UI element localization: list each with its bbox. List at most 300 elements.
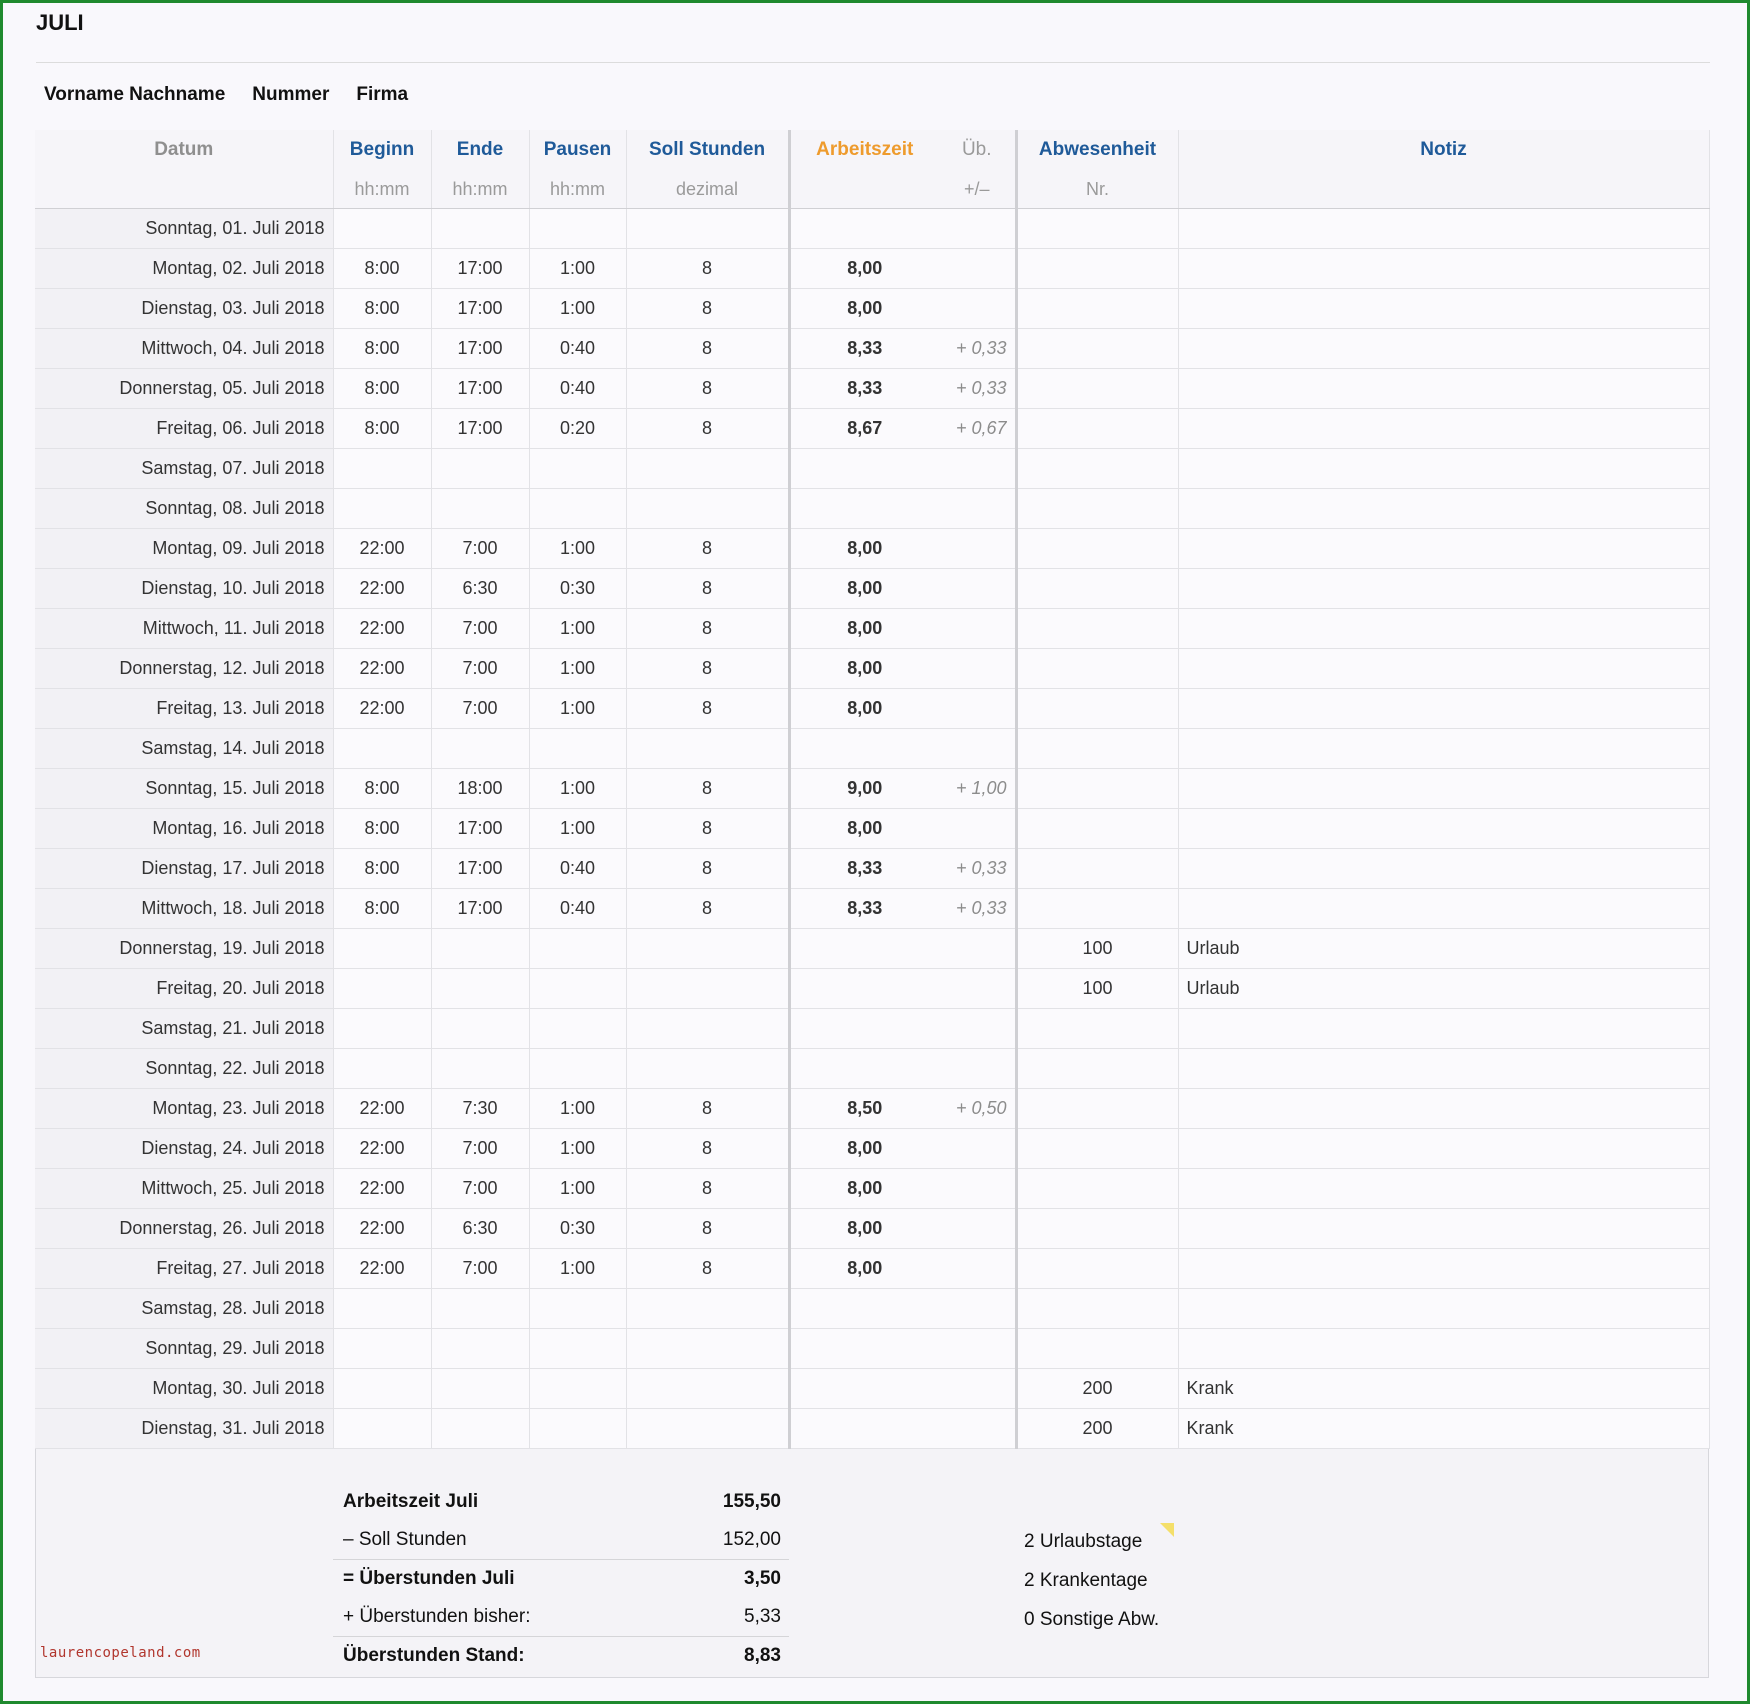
row-abwesenheit: [1016, 609, 1178, 649]
row-abwesenheit: [1016, 329, 1178, 369]
row-abwesenheit: [1016, 889, 1178, 929]
row-pause: [529, 929, 626, 969]
row-soll: [626, 1049, 789, 1089]
row-soll: 8: [626, 249, 789, 289]
row-pause: 1:00: [529, 289, 626, 329]
summary-ueberstunden-label: = Überstunden Juli: [343, 1568, 515, 1589]
row-pause: [529, 1289, 626, 1329]
row-ende: 18:00: [431, 769, 529, 809]
row-pause: 1:00: [529, 1089, 626, 1129]
summary-bisher-label: + Überstunden bisher:: [343, 1606, 531, 1627]
row-soll: 8: [626, 889, 789, 929]
table-row: [35, 569, 1709, 609]
header-datum-sub: [35, 170, 333, 209]
header-pausen: Pausen: [529, 130, 626, 170]
header-soll-unit: dezimal: [626, 170, 789, 209]
row-beginn: [333, 729, 431, 769]
row-pause: 1:00: [529, 1169, 626, 1209]
table-row: [35, 1049, 1709, 1089]
row-pause: 0:40: [529, 849, 626, 889]
header-abwesenheit: Abwesenheit: [1016, 130, 1178, 170]
row-arbeitszeit: [789, 1409, 939, 1449]
row-ueberstunden: [939, 449, 1016, 489]
header-notiz: Notiz: [1178, 130, 1709, 170]
header-ende: Ende: [431, 130, 529, 170]
row-notiz: [1178, 769, 1709, 809]
row-beginn: 22:00: [333, 1249, 431, 1289]
comment-marker-icon: [1160, 1523, 1174, 1537]
summary-block: [333, 1483, 789, 1675]
row-arbeitszeit: 8,33: [789, 849, 939, 889]
row-arbeitszeit: 8,00: [789, 1169, 939, 1209]
row-pause: 1:00: [529, 809, 626, 849]
row-notiz: [1178, 1289, 1709, 1329]
row-beginn: 22:00: [333, 609, 431, 649]
row-soll: [626, 489, 789, 529]
row-pause: [529, 489, 626, 529]
row-pause: [529, 209, 626, 249]
row-arbeitszeit: 8,67: [789, 409, 939, 449]
row-soll: [626, 1369, 789, 1409]
row-beginn: [333, 969, 431, 1009]
row-datum: Sonntag, 15. Juli 2018: [35, 769, 333, 809]
row-abwesenheit: [1016, 249, 1178, 289]
row-arbeitszeit: [789, 1009, 939, 1049]
absence-summary: [1024, 1522, 1159, 1639]
summary-ueberstunden-value: 3,50: [744, 1568, 781, 1589]
row-beginn: [333, 1409, 431, 1449]
row-ende: [431, 1009, 529, 1049]
row-datum: Montag, 02. Juli 2018: [35, 249, 333, 289]
row-arbeitszeit: 8,00: [789, 289, 939, 329]
row-soll: [626, 209, 789, 249]
timesheet-table: [35, 130, 1710, 1449]
row-soll: 8: [626, 329, 789, 369]
row-soll: [626, 929, 789, 969]
employee-meta: [44, 84, 408, 106]
row-notiz: Krank: [1178, 1369, 1709, 1409]
row-ende: [431, 489, 529, 529]
table-row: [35, 1329, 1709, 1369]
table-row: [35, 1289, 1709, 1329]
row-datum: Sonntag, 01. Juli 2018: [35, 209, 333, 249]
row-pause: [529, 1409, 626, 1449]
row-abwesenheit: [1016, 489, 1178, 529]
row-ueberstunden: + 0,50: [939, 1089, 1016, 1129]
row-ueberstunden: + 1,00: [939, 769, 1016, 809]
row-notiz: [1178, 449, 1709, 489]
row-notiz: [1178, 1209, 1709, 1249]
row-pause: [529, 449, 626, 489]
row-notiz: [1178, 1049, 1709, 1089]
table-row: [35, 929, 1709, 969]
row-arbeitszeit: [789, 209, 939, 249]
row-ende: 7:30: [431, 1089, 529, 1129]
header-arbeitszeit: Arbeitszeit: [789, 130, 939, 170]
row-beginn: 22:00: [333, 649, 431, 689]
row-soll: 8: [626, 289, 789, 329]
row-abwesenheit: [1016, 689, 1178, 729]
header-ende-unit: hh:mm: [431, 170, 529, 209]
row-soll: 8: [626, 369, 789, 409]
row-beginn: [333, 1049, 431, 1089]
header-arbeitszeit-unit: [789, 170, 939, 209]
header-ueb-unit: +/–: [939, 170, 1016, 209]
table-row: [35, 329, 1709, 369]
absence-urlaub: 2 Urlaubstage: [1024, 1531, 1143, 1552]
row-beginn: 8:00: [333, 329, 431, 369]
row-ueberstunden: [939, 289, 1016, 329]
header-abwesenheit-unit: Nr.: [1016, 170, 1178, 209]
table-row: [35, 289, 1709, 329]
row-soll: 8: [626, 769, 789, 809]
row-ende: [431, 929, 529, 969]
header-soll: Soll Stunden: [626, 130, 789, 170]
table-row: [35, 369, 1709, 409]
row-ueberstunden: [939, 249, 1016, 289]
row-arbeitszeit: 8,50: [789, 1089, 939, 1129]
table-row: [35, 249, 1709, 289]
table-row: [35, 1129, 1709, 1169]
row-pause: 0:40: [529, 369, 626, 409]
row-abwesenheit: [1016, 649, 1178, 689]
row-datum: Samstag, 14. Juli 2018: [35, 729, 333, 769]
row-soll: 8: [626, 1169, 789, 1209]
row-arbeitszeit: 8,33: [789, 889, 939, 929]
table-row: [35, 729, 1709, 769]
row-notiz: [1178, 889, 1709, 929]
row-datum: Freitag, 13. Juli 2018: [35, 689, 333, 729]
table-row: [35, 529, 1709, 569]
row-ueberstunden: [939, 729, 1016, 769]
page-title: JULI: [36, 10, 84, 35]
row-datum: Donnerstag, 05. Juli 2018: [35, 369, 333, 409]
row-pause: 1:00: [529, 689, 626, 729]
row-ueberstunden: [939, 1049, 1016, 1089]
header-beginn-unit: hh:mm: [333, 170, 431, 209]
row-pause: 0:30: [529, 569, 626, 609]
employee-number: Nummer: [252, 84, 330, 105]
row-soll: [626, 1009, 789, 1049]
summary-soll-value: 152,00: [722, 1529, 781, 1550]
row-arbeitszeit: 8,00: [789, 609, 939, 649]
row-datum: Freitag, 06. Juli 2018: [35, 409, 333, 449]
row-soll: 8: [626, 569, 789, 609]
row-arbeitszeit: 9,00: [789, 769, 939, 809]
row-ende: 17:00: [431, 889, 529, 929]
summary-arbeitszeit: [333, 1483, 789, 1521]
row-pause: 1:00: [529, 1249, 626, 1289]
row-notiz: [1178, 689, 1709, 729]
row-pause: [529, 1329, 626, 1369]
table-row: [35, 809, 1709, 849]
row-notiz: [1178, 209, 1709, 249]
row-arbeitszeit: 8,00: [789, 249, 939, 289]
row-soll: 8: [626, 1129, 789, 1169]
row-arbeitszeit: [789, 729, 939, 769]
row-arbeitszeit: [789, 1329, 939, 1369]
table-row: [35, 449, 1709, 489]
row-ende: 7:00: [431, 689, 529, 729]
row-ende: 7:00: [431, 1249, 529, 1289]
row-ueberstunden: [939, 809, 1016, 849]
table-row: [35, 1369, 1709, 1409]
row-beginn: 22:00: [333, 1089, 431, 1129]
row-notiz: [1178, 569, 1709, 609]
row-soll: [626, 1289, 789, 1329]
row-notiz: Urlaub: [1178, 929, 1709, 969]
row-notiz: [1178, 409, 1709, 449]
row-ueberstunden: [939, 1129, 1016, 1169]
row-ende: 7:00: [431, 1169, 529, 1209]
row-arbeitszeit: 8,33: [789, 369, 939, 409]
table-row: [35, 609, 1709, 649]
row-soll: [626, 1329, 789, 1369]
row-notiz: Urlaub: [1178, 969, 1709, 1009]
row-beginn: 22:00: [333, 569, 431, 609]
row-datum: Donnerstag, 26. Juli 2018: [35, 1209, 333, 1249]
row-ende: 17:00: [431, 369, 529, 409]
row-ueberstunden: + 0,67: [939, 409, 1016, 449]
row-notiz: [1178, 649, 1709, 689]
row-soll: 8: [626, 689, 789, 729]
row-arbeitszeit: [789, 929, 939, 969]
row-abwesenheit: [1016, 1329, 1178, 1369]
row-abwesenheit: [1016, 769, 1178, 809]
table-row: [35, 889, 1709, 929]
row-datum: Mittwoch, 04. Juli 2018: [35, 329, 333, 369]
row-ueberstunden: [939, 689, 1016, 729]
row-ende: [431, 1369, 529, 1409]
row-ende: 17:00: [431, 809, 529, 849]
row-ueberstunden: [939, 1289, 1016, 1329]
row-notiz: [1178, 1169, 1709, 1209]
title-divider: [36, 62, 1710, 63]
row-soll: 8: [626, 609, 789, 649]
row-pause: [529, 1049, 626, 1089]
row-ende: 6:30: [431, 1209, 529, 1249]
row-arbeitszeit: 8,00: [789, 529, 939, 569]
row-beginn: 22:00: [333, 529, 431, 569]
row-beginn: [333, 1009, 431, 1049]
row-pause: 0:30: [529, 1209, 626, 1249]
row-arbeitszeit: [789, 1369, 939, 1409]
row-ueberstunden: [939, 649, 1016, 689]
row-ueberstunden: + 0,33: [939, 849, 1016, 889]
row-notiz: [1178, 249, 1709, 289]
header-datum: Datum: [35, 130, 333, 170]
row-pause: [529, 1009, 626, 1049]
row-notiz: [1178, 849, 1709, 889]
row-beginn: [333, 489, 431, 529]
row-ende: 17:00: [431, 849, 529, 889]
row-arbeitszeit: 8,00: [789, 809, 939, 849]
table-row: [35, 1409, 1709, 1449]
row-ueberstunden: [939, 1169, 1016, 1209]
table-row: [35, 1089, 1709, 1129]
row-arbeitszeit: 8,00: [789, 1129, 939, 1169]
row-ueberstunden: [939, 1209, 1016, 1249]
row-soll: [626, 969, 789, 1009]
row-soll: 8: [626, 529, 789, 569]
row-pause: 1:00: [529, 249, 626, 289]
row-ende: [431, 209, 529, 249]
table-row: [35, 1249, 1709, 1289]
row-datum: Montag, 16. Juli 2018: [35, 809, 333, 849]
row-datum: Samstag, 07. Juli 2018: [35, 449, 333, 489]
row-arbeitszeit: 8,00: [789, 689, 939, 729]
row-abwesenheit: [1016, 209, 1178, 249]
row-datum: Dienstag, 24. Juli 2018: [35, 1129, 333, 1169]
row-abwesenheit: [1016, 529, 1178, 569]
row-beginn: 8:00: [333, 249, 431, 289]
row-beginn: 8:00: [333, 409, 431, 449]
row-ende: 17:00: [431, 409, 529, 449]
table-row: [35, 769, 1709, 809]
header-beginn: Beginn: [333, 130, 431, 170]
header-notiz-unit: [1178, 170, 1709, 209]
summary-soll: [333, 1521, 789, 1559]
row-datum: Donnerstag, 12. Juli 2018: [35, 649, 333, 689]
row-abwesenheit: 200: [1016, 1369, 1178, 1409]
absence-sonstige: 0 Sonstige Abw.: [1024, 1609, 1160, 1630]
row-soll: 8: [626, 1209, 789, 1249]
row-notiz: [1178, 1009, 1709, 1049]
row-datum: Mittwoch, 11. Juli 2018: [35, 609, 333, 649]
table-row: [35, 649, 1709, 689]
row-ende: 6:30: [431, 569, 529, 609]
row-ende: 7:00: [431, 609, 529, 649]
row-abwesenheit: [1016, 1089, 1178, 1129]
row-datum: Freitag, 27. Juli 2018: [35, 1249, 333, 1289]
row-arbeitszeit: [789, 1289, 939, 1329]
row-notiz: [1178, 529, 1709, 569]
summary-soll-label: – Soll Stunden: [343, 1529, 467, 1550]
row-beginn: 8:00: [333, 849, 431, 889]
table-row: [35, 209, 1709, 249]
timesheet-rows: [35, 209, 1709, 1449]
table-row: [35, 489, 1709, 529]
row-abwesenheit: [1016, 1249, 1178, 1289]
row-beginn: [333, 449, 431, 489]
row-abwesenheit: [1016, 1289, 1178, 1329]
header-ueb: Üb.: [939, 130, 1016, 170]
row-datum: Dienstag, 31. Juli 2018: [35, 1409, 333, 1449]
row-soll: 8: [626, 809, 789, 849]
row-notiz: [1178, 369, 1709, 409]
row-notiz: [1178, 329, 1709, 369]
table-row: [35, 689, 1709, 729]
row-datum: Sonntag, 22. Juli 2018: [35, 1049, 333, 1089]
row-notiz: [1178, 289, 1709, 329]
row-soll: 8: [626, 849, 789, 889]
row-beginn: 8:00: [333, 809, 431, 849]
row-datum: Sonntag, 08. Juli 2018: [35, 489, 333, 529]
row-notiz: [1178, 1329, 1709, 1369]
absence-krank: 2 Krankentage: [1024, 1570, 1148, 1591]
row-ueberstunden: [939, 1409, 1016, 1449]
row-datum: Dienstag, 10. Juli 2018: [35, 569, 333, 609]
row-soll: [626, 1409, 789, 1449]
row-soll: 8: [626, 649, 789, 689]
row-beginn: 22:00: [333, 1169, 431, 1209]
row-arbeitszeit: 8,00: [789, 1209, 939, 1249]
row-datum: Montag, 30. Juli 2018: [35, 1369, 333, 1409]
row-arbeitszeit: 8,33: [789, 329, 939, 369]
row-abwesenheit: [1016, 849, 1178, 889]
row-ende: [431, 1329, 529, 1369]
row-abwesenheit: [1016, 1049, 1178, 1089]
row-pause: 1:00: [529, 529, 626, 569]
row-ende: [431, 1409, 529, 1449]
row-soll: 8: [626, 1089, 789, 1129]
summary-stand: [333, 1636, 789, 1675]
row-pause: 1:00: [529, 609, 626, 649]
row-ueberstunden: [939, 969, 1016, 1009]
row-ueberstunden: + 0,33: [939, 889, 1016, 929]
row-ende: 17:00: [431, 249, 529, 289]
row-soll: 8: [626, 1249, 789, 1289]
row-abwesenheit: 100: [1016, 969, 1178, 1009]
row-abwesenheit: 100: [1016, 929, 1178, 969]
row-arbeitszeit: [789, 969, 939, 1009]
row-ende: 7:00: [431, 529, 529, 569]
row-arbeitszeit: [789, 449, 939, 489]
row-pause: 1:00: [529, 769, 626, 809]
row-notiz: [1178, 1249, 1709, 1289]
row-notiz: [1178, 729, 1709, 769]
row-beginn: [333, 1289, 431, 1329]
row-beginn: [333, 1369, 431, 1409]
row-notiz: Krank: [1178, 1409, 1709, 1449]
row-beginn: [333, 929, 431, 969]
table-row: [35, 1009, 1709, 1049]
table-row: [35, 1209, 1709, 1249]
row-arbeitszeit: [789, 1049, 939, 1089]
row-abwesenheit: [1016, 369, 1178, 409]
row-datum: Mittwoch, 18. Juli 2018: [35, 889, 333, 929]
table-row: [35, 969, 1709, 1009]
row-datum: Dienstag, 17. Juli 2018: [35, 849, 333, 889]
employee-company: Firma: [356, 84, 409, 105]
row-ende: [431, 449, 529, 489]
row-beginn: 8:00: [333, 889, 431, 929]
row-abwesenheit: [1016, 729, 1178, 769]
row-beginn: 22:00: [333, 689, 431, 729]
row-pause: 0:40: [529, 889, 626, 929]
row-ueberstunden: [939, 529, 1016, 569]
row-notiz: [1178, 809, 1709, 849]
row-ueberstunden: [939, 1009, 1016, 1049]
row-beginn: 8:00: [333, 769, 431, 809]
row-pause: 0:40: [529, 329, 626, 369]
row-pause: [529, 729, 626, 769]
row-notiz: [1178, 1089, 1709, 1129]
summary-bisher: [333, 1598, 789, 1636]
row-datum: Samstag, 28. Juli 2018: [35, 1289, 333, 1329]
row-datum: Sonntag, 29. Juli 2018: [35, 1329, 333, 1369]
row-ueberstunden: [939, 1249, 1016, 1289]
row-datum: Samstag, 21. Juli 2018: [35, 1009, 333, 1049]
row-datum: Mittwoch, 25. Juli 2018: [35, 1169, 333, 1209]
row-ueberstunden: + 0,33: [939, 329, 1016, 369]
table-row: [35, 849, 1709, 889]
row-abwesenheit: [1016, 1009, 1178, 1049]
row-abwesenheit: [1016, 289, 1178, 329]
row-ende: [431, 729, 529, 769]
summary-stand-label: Überstunden Stand:: [343, 1645, 525, 1666]
row-pause: 0:20: [529, 409, 626, 449]
